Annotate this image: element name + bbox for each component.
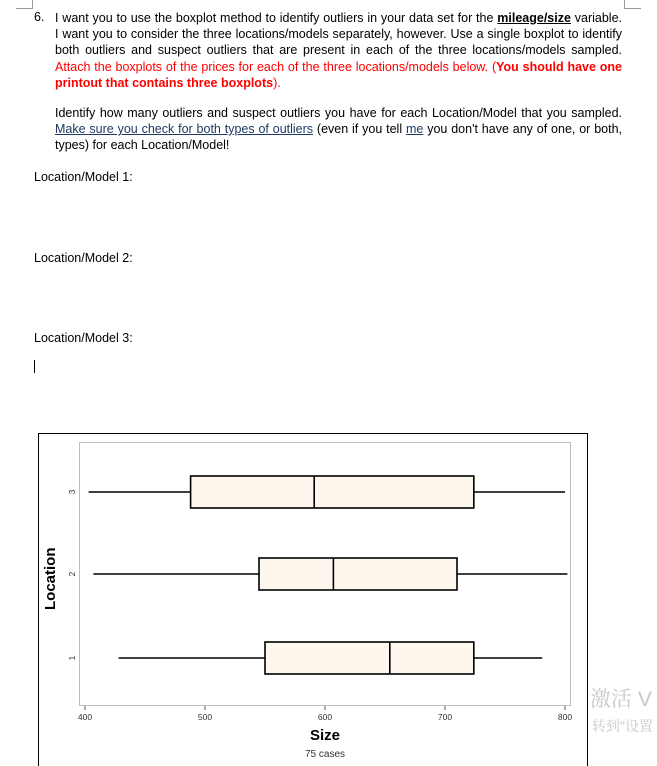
box-iqr	[265, 642, 474, 674]
text-run: you don't have any of one, or both, types) for each Location/Model!	[55, 122, 622, 153]
hyperlink-check-outliers[interactable]: Make sure you check for both types of outliers	[55, 122, 314, 137]
text-run: Identify how many outliers and suspect outliers you have for each Location/Model that you sampled.	[55, 106, 622, 120]
x-tick-label: 500	[197, 712, 213, 722]
case-count-footnote: 75 cases	[304, 749, 346, 760]
y-tick-label: 3	[67, 489, 77, 495]
text-run: I want you to use the boxplot method to identify outliers in your data set for the	[55, 11, 498, 25]
x-tick-label: 700	[437, 712, 453, 722]
text-run: variable. I want you to consider the three locations/models separately, however. Use a single boxplot to identify both outliers and suspect outliers that are present in each of the three locations/models sampled.	[55, 11, 622, 58]
y-axis-label: Location	[42, 547, 59, 610]
hyperlink-me[interactable]: me	[405, 122, 424, 137]
activation-watermark-line1: 激活 V	[590, 688, 652, 711]
box-iqr	[191, 476, 474, 508]
x-tick-label: 400	[77, 712, 93, 722]
answer-label-location-2: Location/Model 2:	[34, 251, 133, 265]
y-tick-label: 2	[67, 571, 77, 577]
mileage-size-keyword: mileage/size	[497, 11, 571, 25]
red-instruction: Attach the boxplots of the prices for each of the three locations/models below. (	[55, 59, 497, 74]
answer-label-location-1: Location/Model 1:	[34, 170, 133, 184]
question-number: 6.	[34, 10, 45, 24]
x-axis-label: Size	[309, 727, 340, 744]
y-tick-label: 1	[67, 655, 77, 661]
x-tick-label: 600	[317, 712, 333, 722]
red-instruction-end: ).	[273, 75, 281, 90]
text-run: (even if you tell	[313, 122, 406, 137]
x-tick-label: 800	[557, 712, 573, 722]
activation-watermark-line2: 转到"设置	[592, 718, 653, 734]
answer-label-location-3: Location/Model 3:	[34, 331, 133, 345]
red-bold-instruction: You should have one printout that contains three boxplots	[55, 59, 623, 90]
box-iqr	[259, 558, 457, 590]
